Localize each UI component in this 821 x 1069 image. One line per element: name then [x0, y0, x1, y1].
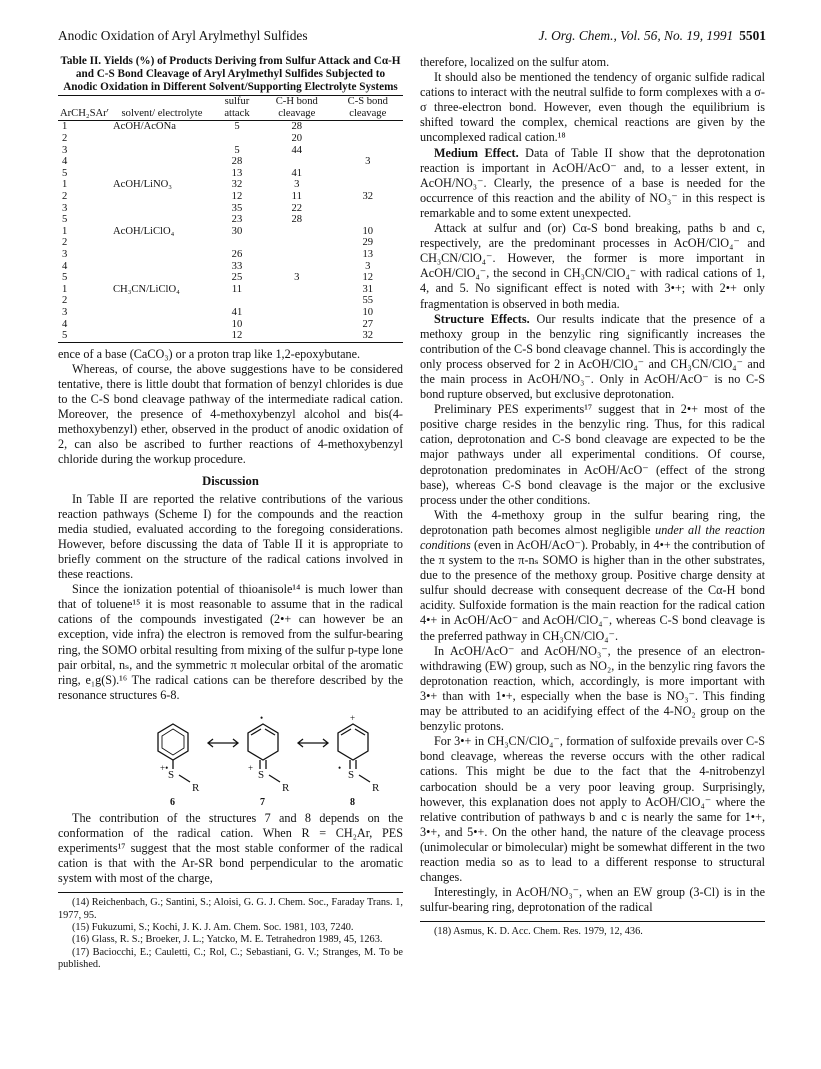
journal-citation: J. Org. Chem., Vol. 56, No. 19, 1991 5501 — [538, 28, 766, 43]
table-row — [58, 156, 403, 168]
discussion-heading: Discussion — [202, 473, 259, 488]
table-row — [58, 319, 403, 331]
charge-mark-8: + — [350, 712, 356, 723]
table-row — [58, 191, 403, 203]
table-row — [58, 133, 403, 145]
solvent-cell — [111, 156, 213, 168]
cs-cleavage-cell — [333, 145, 403, 157]
solvent-cell: CH₃CN/LiClO₄ — [112, 283, 180, 295]
ch-cleavage-cell — [261, 295, 333, 307]
resonance-structures — [58, 709, 403, 807]
ch-cleavage-cell: 20 — [291, 133, 303, 145]
solvent-cell — [111, 168, 213, 180]
sulfur-attack-cell: 41 — [231, 306, 243, 318]
table-row — [58, 261, 403, 273]
compound-cell: 2 — [62, 295, 68, 307]
solvent-cell — [111, 330, 213, 342]
sulfur-attack-cell — [213, 295, 261, 307]
compound-cell: 2 — [62, 237, 68, 249]
solvent-cell — [111, 272, 213, 284]
cs-cleavage-cell — [333, 203, 403, 215]
r-label-7: R — [282, 781, 290, 794]
cs-cleavage-cell: 10 — [362, 306, 374, 318]
paragraph-discussion: In Table II are reported the relative contributions of the various reaction pathways (Scheme I) for the compounds and the reaction media studied, evaluated according to the foregoing considerations. However, before discussing the data of Table II it is appropriate to briefly comment on the structure of the radical cations involved in these reactions. — [58, 491, 403, 582]
paragraph-interestingly: Interestingly, in AcOH/NO₃⁻, when an EW group (3-Cl) is in the sulfur-bearing ring, deprotonation of the radical — [420, 885, 765, 915]
compound-cell: 5 — [62, 214, 68, 226]
ch-cleavage-cell: 28 — [291, 121, 303, 133]
ch-cleavage-cell — [261, 261, 333, 273]
ch-cleavage-cell — [261, 284, 333, 296]
table-row — [58, 237, 403, 249]
compound-cell: 2 — [62, 191, 68, 203]
r-label-8: R — [372, 781, 380, 794]
structure-number-7: 7 — [260, 796, 265, 807]
sulfur-attack-cell: 33 — [231, 260, 243, 272]
cs-cleavage-cell — [333, 121, 403, 133]
ch-cleavage-cell — [261, 307, 333, 319]
footnotes-left — [58, 897, 403, 971]
compound-cell: 1 — [62, 225, 68, 237]
sulfur-label-8: S — [348, 768, 355, 781]
structure-number-8: 8 — [350, 796, 355, 807]
table-row — [58, 145, 403, 157]
sulfur-attack-cell: 5 — [234, 121, 240, 133]
table-row — [58, 214, 403, 226]
ch-cleavage-cell: 22 — [291, 202, 303, 214]
footnote-17: (17) Baciocchi, E.; Cauletti, C.; Rol, C.; Sebastiani, G. V.; Stranges, M. To be published. — [58, 946, 403, 970]
footnote-16: (16) Glass, R. S.; Broeker, J. L.; Yatcko, M. E. Tetrahedron 1989, 45, 1263. — [72, 934, 383, 946]
sulfur-attack-cell: 26 — [231, 249, 243, 260]
solvent-cell — [111, 214, 213, 226]
sulfur-attack-cell: 28 — [231, 156, 243, 168]
sulfur-attack-cell — [213, 237, 261, 249]
table-row — [58, 307, 403, 319]
paragraph-therefore: therefore, localized on the sulfur atom. — [420, 55, 610, 69]
sulfur-attack-cell: 32 — [231, 179, 243, 191]
ch-cleavage-cell: 28 — [291, 214, 303, 226]
cs-cleavage-cell: 13 — [362, 249, 374, 260]
compound-cell: 5 — [62, 272, 68, 284]
solvent-cell — [111, 249, 213, 261]
sulfur-label-7: S — [258, 768, 265, 781]
resonance-structures-drawing — [58, 709, 403, 807]
solvent-cell — [111, 237, 213, 249]
paragraph-nitrobenzyl: For 3•+ in CH₃CN/ClO₄⁻, formation of sulfoxide prevails over C-S bond cleavage, whereas the reverse occurs with the other radical cations. This might be due to the fact that the 4-nitrobenzyl carbocation should be a very poor leaving group. Surprisingly, however, this explanation does not apply to AcOH/ClO₄⁻ where the relative contribution of pathways b and c is nearly the same for 1•+, 3•+, and 5•+. On the other hand, the nature of the cleavage process (unimolecular or bimolecular) might be somewhat different in the two reaction media so as to lead to a different response to structural changes. — [420, 734, 765, 885]
paragraph-pes: Preliminary PES experiments¹⁷ suggest that in 2•+ most of the positive charge resides in the benzylic ring. Thus, for this radical cation, deprotonation and C-S bond cleavage are expected to be the major pathways under all experimental conditions. Of course, deprotonation predominates in AcOH/AcO⁻ (effect of the strong base), whereas C-S bond cleavage is the major or the exclusive process under the other conditions. — [420, 402, 765, 507]
cs-cleavage-cell: 32 — [362, 191, 374, 203]
table-caption: Table II. Yields (%) of Products Deriving from Sulfur Attack and Cα-H and C-S Bond Cleavage of Aryl Arylmethyl Sulfides Subjected to Anodic Oxidation in Different Solvent/Supporting Electrolyte Systems — [60, 55, 401, 94]
running-title: Anodic Oxidation of Aryl Arylmethyl Sulfides — [58, 28, 308, 43]
radical-mark-6: +• — [160, 762, 169, 773]
cs-cleavage-cell — [333, 179, 403, 191]
compound-cell: 4 — [62, 318, 68, 330]
sulfur-attack-cell: 12 — [213, 330, 261, 342]
cs-cleavage-cell: 3 — [365, 156, 371, 168]
ch-cleavage-cell: 3 — [294, 272, 300, 284]
solvent-cell — [111, 261, 213, 273]
ring-7 — [248, 724, 278, 760]
compound-cell: 4 — [62, 260, 68, 272]
solvent-cell — [111, 133, 213, 145]
table-row — [58, 272, 403, 284]
col-header-sulfur-attack: sulfur attack — [213, 96, 261, 121]
col-header-cs-cleavage: C-S bond cleavage — [333, 96, 403, 121]
cs-cleavage-cell — [333, 168, 403, 180]
solvent-cell: AcOH/AcONa — [112, 121, 176, 133]
ch-cleavage-cell: 41 — [291, 167, 303, 179]
charge-mark-7: + — [248, 762, 254, 773]
sulfur-attack-cell: 23 — [231, 214, 243, 226]
table-row — [58, 226, 403, 238]
cs-cleavage-cell — [333, 133, 403, 145]
aromatic-ring-line — [162, 729, 184, 755]
compound-cell: 3 — [62, 249, 68, 260]
solvent-cell: AcOH/LiNO₃ — [112, 179, 172, 191]
table-row — [58, 295, 403, 307]
sulfur-attack-cell: 13 — [231, 167, 243, 179]
table-body — [58, 121, 403, 342]
footnote-15: (15) Fukuzumi, S.; Kochi, J. K. J. Am. Chem. Soc. 1981, 103, 7240. — [72, 921, 354, 933]
solvent-cell — [111, 203, 213, 215]
cs-cleavage-cell: 27 — [362, 318, 374, 330]
sulfur-attack-cell: 25 — [231, 272, 243, 284]
cs-cleavage-cell: 12 — [362, 272, 374, 284]
radical-mark-7: • — [260, 712, 264, 723]
compound-cell: 2 — [62, 133, 68, 145]
paragraph-whereas: Whereas, of course, the above suggestions have to be considered tentative, there is little doubt that formation of benzyl chlorides is due to the C-S bond cleavage pathway of the intermediate radical cation. Moreover, the presence of 4-methoxybenzyl alcohol and bis(4-methoxybenzyl) ether, observed in the product of anodic oxidation of 2, can also be ascribed to further reactions of 4-methoxybenzyl chloride during the workup procedure. — [58, 361, 403, 467]
compound-cell: 4 — [62, 156, 68, 168]
paragraph-electron-withdrawing: In AcOH/AcO⁻ and AcOH/NO₃⁻, the presence of an electron-withdrawing (EW) group, such as NO₂, in the benzylic ring favors the deprotonation reaction, which, accordingly, is more important with 3•+ than with 1•+, especially when the base is NO₃⁻. This finding may be attributed to an acidifying effect of the 4-NO₂ group on the benzylic protons. — [420, 643, 765, 734]
compound-cell: 3 — [62, 306, 68, 318]
solvent-cell — [111, 145, 213, 157]
table-row — [58, 249, 403, 261]
right-column — [420, 55, 765, 939]
footnote-14: (14) Reichenbach, G.; Santini, S.; Aloisi, G. G. J. Chem. Soc., Faraday Trans. 1, 1977, 95. — [58, 897, 403, 921]
compound-cell: 5 — [58, 330, 111, 342]
solvent-cell — [111, 319, 213, 331]
footnote-rule — [58, 892, 403, 893]
paragraph-contribution: The contribution of the structures 7 and 8 depends on the conformation of the radical cation. When R = CH₂Ar, PES experiments¹⁷ suggest that the most stable conformer of the radical cation is that with the Ar-SR bond perpendicular to the aromatic system with most of the charge, — [58, 810, 403, 886]
table-row — [58, 284, 403, 296]
paragraph-ionization: Since the ionization potential of thioanisole¹⁴ is much lower than that of toluene¹⁵ it is most reasonable to assume that in the radical cations of the compounds investigated (2•+ can however be an exception, vide infra) the electron is removed from the sulfur-bearing ring, the SOMO orbital resulting from mixing of the sulfur p-type lone pair orbital, nₛ, and the symmetric π molecular orbital of the aromatic ring, e₁g(S).¹⁶ The radical cations can be therefore described by the resonance structures 6-8. — [58, 582, 403, 702]
ch-cleavage-cell — [261, 319, 333, 331]
cs-cleavage-cell: 55 — [362, 295, 374, 307]
footnotes-right — [420, 926, 765, 938]
ch-cleavage-cell: 11 — [291, 191, 302, 203]
sulfur-attack-cell — [213, 133, 261, 145]
cs-cleavage-cell — [333, 214, 403, 226]
paragraph-complexes: It should also be mentioned the tendency of organic sulfide radical cations to interact with the neutral sulfide to form complexes with a σ-σ three-electron bond. However, even though the equilibrium is shifted toward the complex, chemical reactions are given by the uncomplexed radical cation.¹⁸ — [420, 70, 765, 145]
compound-cell: 3 — [62, 202, 68, 214]
ch-cleavage-cell — [261, 249, 333, 261]
solvent-cell — [111, 191, 213, 203]
r-label-6: R — [192, 781, 200, 794]
solvent-cell — [111, 295, 213, 307]
ch-cleavage-cell — [261, 156, 333, 168]
cs-cleavage-cell: 3 — [365, 260, 371, 272]
table-row — [58, 330, 403, 342]
ch-cleavage-cell: 44 — [291, 144, 303, 156]
compound-cell: 1 — [62, 121, 68, 133]
sulfur-attack-cell: 10 — [231, 318, 243, 330]
table-row — [58, 179, 403, 191]
structure-number-6: 6 — [170, 796, 175, 807]
structure-effects-heading: Structure Effects. — [434, 311, 530, 326]
compound-cell: 5 — [62, 167, 68, 179]
solvent-cell — [111, 307, 213, 319]
cs-cleavage-cell: 29 — [362, 237, 374, 249]
solvent-cell: AcOH/LiClO₄ — [112, 225, 175, 237]
running-header — [58, 28, 766, 46]
ch-cleavage-cell — [261, 237, 333, 249]
ch-cleavage-cell — [261, 330, 333, 342]
paragraph-attack: Attack at sulfur and (or) Cα-S bond breaking, paths b and c, respectively, are the predominant processes in AcOH/ClO₄⁻ and CH₃CN/ClO₄⁻. However, the former is more important in AcOH/ClO₄⁻, the second in CH₃CN/ClO₄⁻ with radical cations of 1, 4, and 5. No significant effect is noted with 3•+; with 2•+ only fragmentation is observed in both media. — [420, 221, 765, 311]
col-header-ch-cleavage: C-H bond cleavage — [261, 96, 333, 121]
sulfur-attack-cell: 5 — [234, 144, 240, 156]
compound-cell: 3 — [62, 144, 68, 156]
table-row — [58, 168, 403, 180]
col-header-compound: ArCH₂SAr′ — [58, 96, 111, 121]
paragraph-methoxy: With the 4-methoxy group in the sulfur bearing ring, the deprotonation path becomes almost negligible under all the reaction conditions (even in AcOH/AcO⁻). Probably, in 4•+ the contribution of the π system to the π-nₛ SOMO is higher than in the other substrates, due to the presence of the methoxy group. Positive charge density at sulfur should decrease with consequent decrease of the Cα-H bond acidity. Sulfoxide formation is the main reaction for the radical cation 4•+ in AcOH/AcO⁻ and AcOH/ClO₄⁻, whereas C-S bond cleavage is the preferred pathway in CH₃CN/ClO₄⁻. — [420, 507, 765, 643]
footnote-18: (18) Asmus, K. D. Acc. Chem. Res. 1979, 12, 436. — [434, 926, 643, 938]
table-row — [58, 121, 403, 133]
sulfur-attack-cell: 35 — [231, 202, 243, 214]
col-header-solvent: solvent/ electrolyte — [111, 96, 213, 121]
sulfur-attack-cell: 30 — [231, 225, 243, 237]
paragraph-base: ence of a base (CaCO₃) or a proton trap like 1,2-epoxybutane. — [58, 346, 361, 361]
ch-cleavage-cell: 3 — [294, 179, 300, 191]
sulfur-label-6: S — [168, 768, 175, 781]
compound-cell: 1 — [62, 179, 68, 191]
sulfur-attack-cell: 12 — [231, 191, 243, 203]
ring-8 — [338, 724, 368, 760]
medium-effect-heading: Medium Effect. — [434, 145, 519, 160]
page-number: 5501 — [739, 28, 766, 43]
compound-cell: 1 — [62, 283, 68, 295]
left-column — [58, 55, 403, 971]
radical-mark-8: • — [338, 762, 342, 773]
cs-cleavage-cell: 31 — [362, 283, 374, 295]
ch-cleavage-cell — [261, 226, 333, 238]
paragraph-medium-effect: Medium Effect. Data of Table II show that the deprotonation reaction is important in AcOH/AcO⁻ and, to a lesser extent, in AcOH/NO₃⁻. Clearly, the presence of a base is needed for the occurrence of this reaction and the ability of NO₃⁻ in this respect is remarkable and to some extent unexpected. — [420, 145, 765, 220]
paragraph-structure-effects: Structure Effects. Our results indicate that the presence of a methoxy group in the benzylic ring significantly increases the contribution of the C-S bond cleavage channel. This is accordingly the only process observed for 2 in AcOH/ClO₄⁻ and CH₃CN/ClO₄⁻ and the main process in AcOH/NO₃⁻. Only in AcOH/AcO⁻ is no C-S bond rupture observed, but exclusive deprotonation. — [420, 311, 766, 402]
cs-cleavage-cell: 10 — [362, 225, 374, 237]
yields-table — [58, 95, 403, 342]
cs-cleavage-cell: 32 — [333, 330, 403, 342]
table-row — [58, 203, 403, 215]
sulfur-attack-cell: 11 — [231, 283, 243, 295]
footnote-rule-right — [420, 921, 765, 922]
